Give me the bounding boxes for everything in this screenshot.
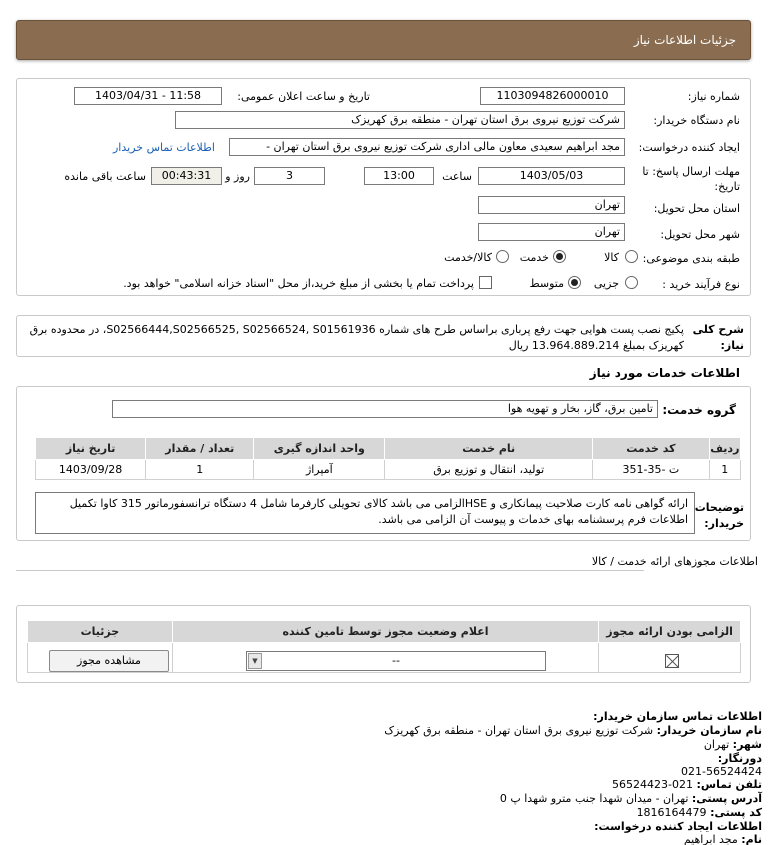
col-permit-status: اعلام وضعیت مجوز توسط تامین کننده [172,621,598,643]
creator-field[interactable]: مجد ابراهیم سعیدی معاون مالی اداری شرکت توزیع نیروی برق استان تهران - [229,138,625,156]
cell-quantity: 1 [146,460,254,480]
permit-status-select[interactable] [246,651,546,671]
province-field[interactable]: تهران [478,196,625,214]
contact-address-value: تهران - میدان شهدا جنب مترو شهدا پ 0 [499,792,689,805]
category-goods-service-radio[interactable] [496,250,509,263]
buyer-notes-label: توضیحات خریدار: [694,501,744,530]
treasury-payment-checkbox[interactable] [479,276,492,289]
creator-label: ایجاد کننده درخواست: [638,141,740,154]
services-section-title: اطلاعات خدمات مورد نیاز [589,366,740,380]
permits-divider [16,570,644,571]
contact-org-value: شرکت توزیع نیروی برق استان تهران - منطقه برق کهریزک [384,724,654,737]
summary-label: شرح کلی نیاز: [692,323,744,352]
category-goods-label: کالا [604,251,619,264]
cell-service-code: ت -35-351 [593,460,709,480]
process-minor-radio[interactable] [625,276,638,289]
days-label: روز و [225,170,250,183]
buyer-notes-text: ارائه گواهی نامه کارت صلاحیت پیمانکاری و HSEالزامی می باشد کالای تحویلی کارفرما شامل 4 دستگاه ترانسفورماتور 315 کاوا تکمیل اطلاعات فرم پرسشنامه بهای خدمات و پیوست آن الزامی می باشد. [69,497,688,526]
deadline-label: مهلت ارسال پاسخ: تا [642,165,740,178]
summary-text: پکیج نصب پست هوایی جهت رفع پرباری براساس طرح های شماره S02566444,S02566525, S02566524, S01561936، در محدوده برق کهریزک بمبلغ 13.964.889.214 ریال [29,323,684,352]
city-field[interactable]: تهران [478,223,625,241]
deadline-date-field[interactable]: 1403/05/03 [478,167,625,185]
col-need-date: تاریخ نیاز [36,438,146,460]
page-title: جزئیات اطلاعات نیاز [633,33,736,47]
contact-title: اطلاعات تماس سازمان خریدار: [593,710,762,723]
permit-required-checkbox-icon [665,654,679,668]
col-permit-required: الزامی بودن ارائه مجوز [599,621,741,643]
cell-unit: آمپراژ [254,460,385,480]
process-label: نوع فرآیند خرید : [662,278,740,291]
service-group-label: گروه خدمت: [662,403,736,417]
col-permit-details: جزئیات [28,621,173,643]
creator-info-title: اطلاعات ایجاد کننده درخواست: [594,820,762,833]
contact-phone: تلفن تماس: 021-56524423 [612,778,762,791]
view-permit-button[interactable]: مشاهده مجوز [49,650,169,672]
cell-row-number: 1 [709,460,740,480]
buyer-notes-box [35,492,695,534]
treasury-payment-note: پرداخت تمام یا بخشی از مبلغ خرید،از محل "اسناد خزانه اسلامی" خواهد بود. [123,277,474,290]
days-field[interactable]: 3 [254,167,325,185]
deadline-date-label: تاریخ: [714,180,740,193]
col-row-number: ردیف [709,438,740,460]
category-goods-service-label: کالا/خدمت [444,251,492,264]
service-group-field[interactable]: تامین برق، گاز، بخار و تهویه هوا [112,400,658,418]
col-unit: واحد اندازه گیری [254,438,385,460]
city-label: شهر محل تحویل: [660,228,740,241]
dropdown-arrow-icon[interactable]: ▼ [248,653,262,669]
category-goods-radio[interactable] [625,250,638,263]
buyer-contact-link[interactable]: اطلاعات تماس خریدار [113,141,215,154]
process-minor-label: جزیی [593,277,619,290]
permits-section-title: اطلاعات مجوزهای ارائه خدمت / کالا [591,555,758,568]
remaining-time-label: ساعت باقی مانده [64,170,146,183]
category-service-radio[interactable] [553,250,566,263]
col-quantity: تعداد / مقدار [146,438,254,460]
creator-name: نام: مجد ابراهیم [683,833,762,845]
category-label: طبقه بندی موضوعی: [642,252,740,265]
need-number-label: شماره نیاز: [687,90,740,103]
creator-name-value: مجد ابراهیم [683,833,738,845]
deadline-time-field[interactable]: 13:00 [364,167,434,185]
contact-address: آدرس پستی: تهران - میدان شهدا جنب مترو شهدا پ 0 [499,792,762,805]
contact-phone-value: 021-56524423 [612,778,694,791]
table-row [36,460,741,480]
province-label: استان محل تحویل: [653,202,740,215]
need-number-field[interactable]: 1103094826000010 [480,87,625,105]
buyer-label: نام دستگاه خریدار: [653,114,740,127]
contact-city-value: تهران [703,738,730,751]
contact-fax-value: 021-56524424 [681,765,762,778]
process-medium-radio[interactable] [568,276,581,289]
announce-date-label: تاریخ و ساعت اعلان عمومی: [237,90,370,103]
announce-date-field[interactable]: 1403/04/31 - 11:58 [74,87,222,105]
contact-postal-value: 1816164479 [636,806,707,819]
contact-city: شهر: تهران [703,738,762,751]
contact-fax: دورنگار: 021-56524424 [681,752,762,778]
cell-need-date: 1403/09/28 [36,460,146,480]
buyer-field[interactable]: شرکت توزیع نیروی برق استان تهران - منطقه برق کهریزک [175,111,625,129]
category-service-label: خدمت [519,251,549,264]
permit-status-value: -- [392,654,400,667]
cell-service-name: تولید، انتقال و توزیع برق [385,460,593,480]
services-table [35,437,741,480]
page-header [16,20,751,60]
col-service-name: نام خدمت [385,438,593,460]
remaining-time-field: 00:43:31 [151,167,222,185]
contact-org: نام سازمان خریدار: شرکت توزیع نیروی برق استان تهران - منطقه برق کهریزک [384,724,762,737]
process-medium-label: متوسط [529,277,564,290]
deadline-time-label: ساعت [442,170,472,183]
contact-postal: کد پستی: 1816164479 [636,806,762,819]
col-service-code: کد خدمت [593,438,709,460]
